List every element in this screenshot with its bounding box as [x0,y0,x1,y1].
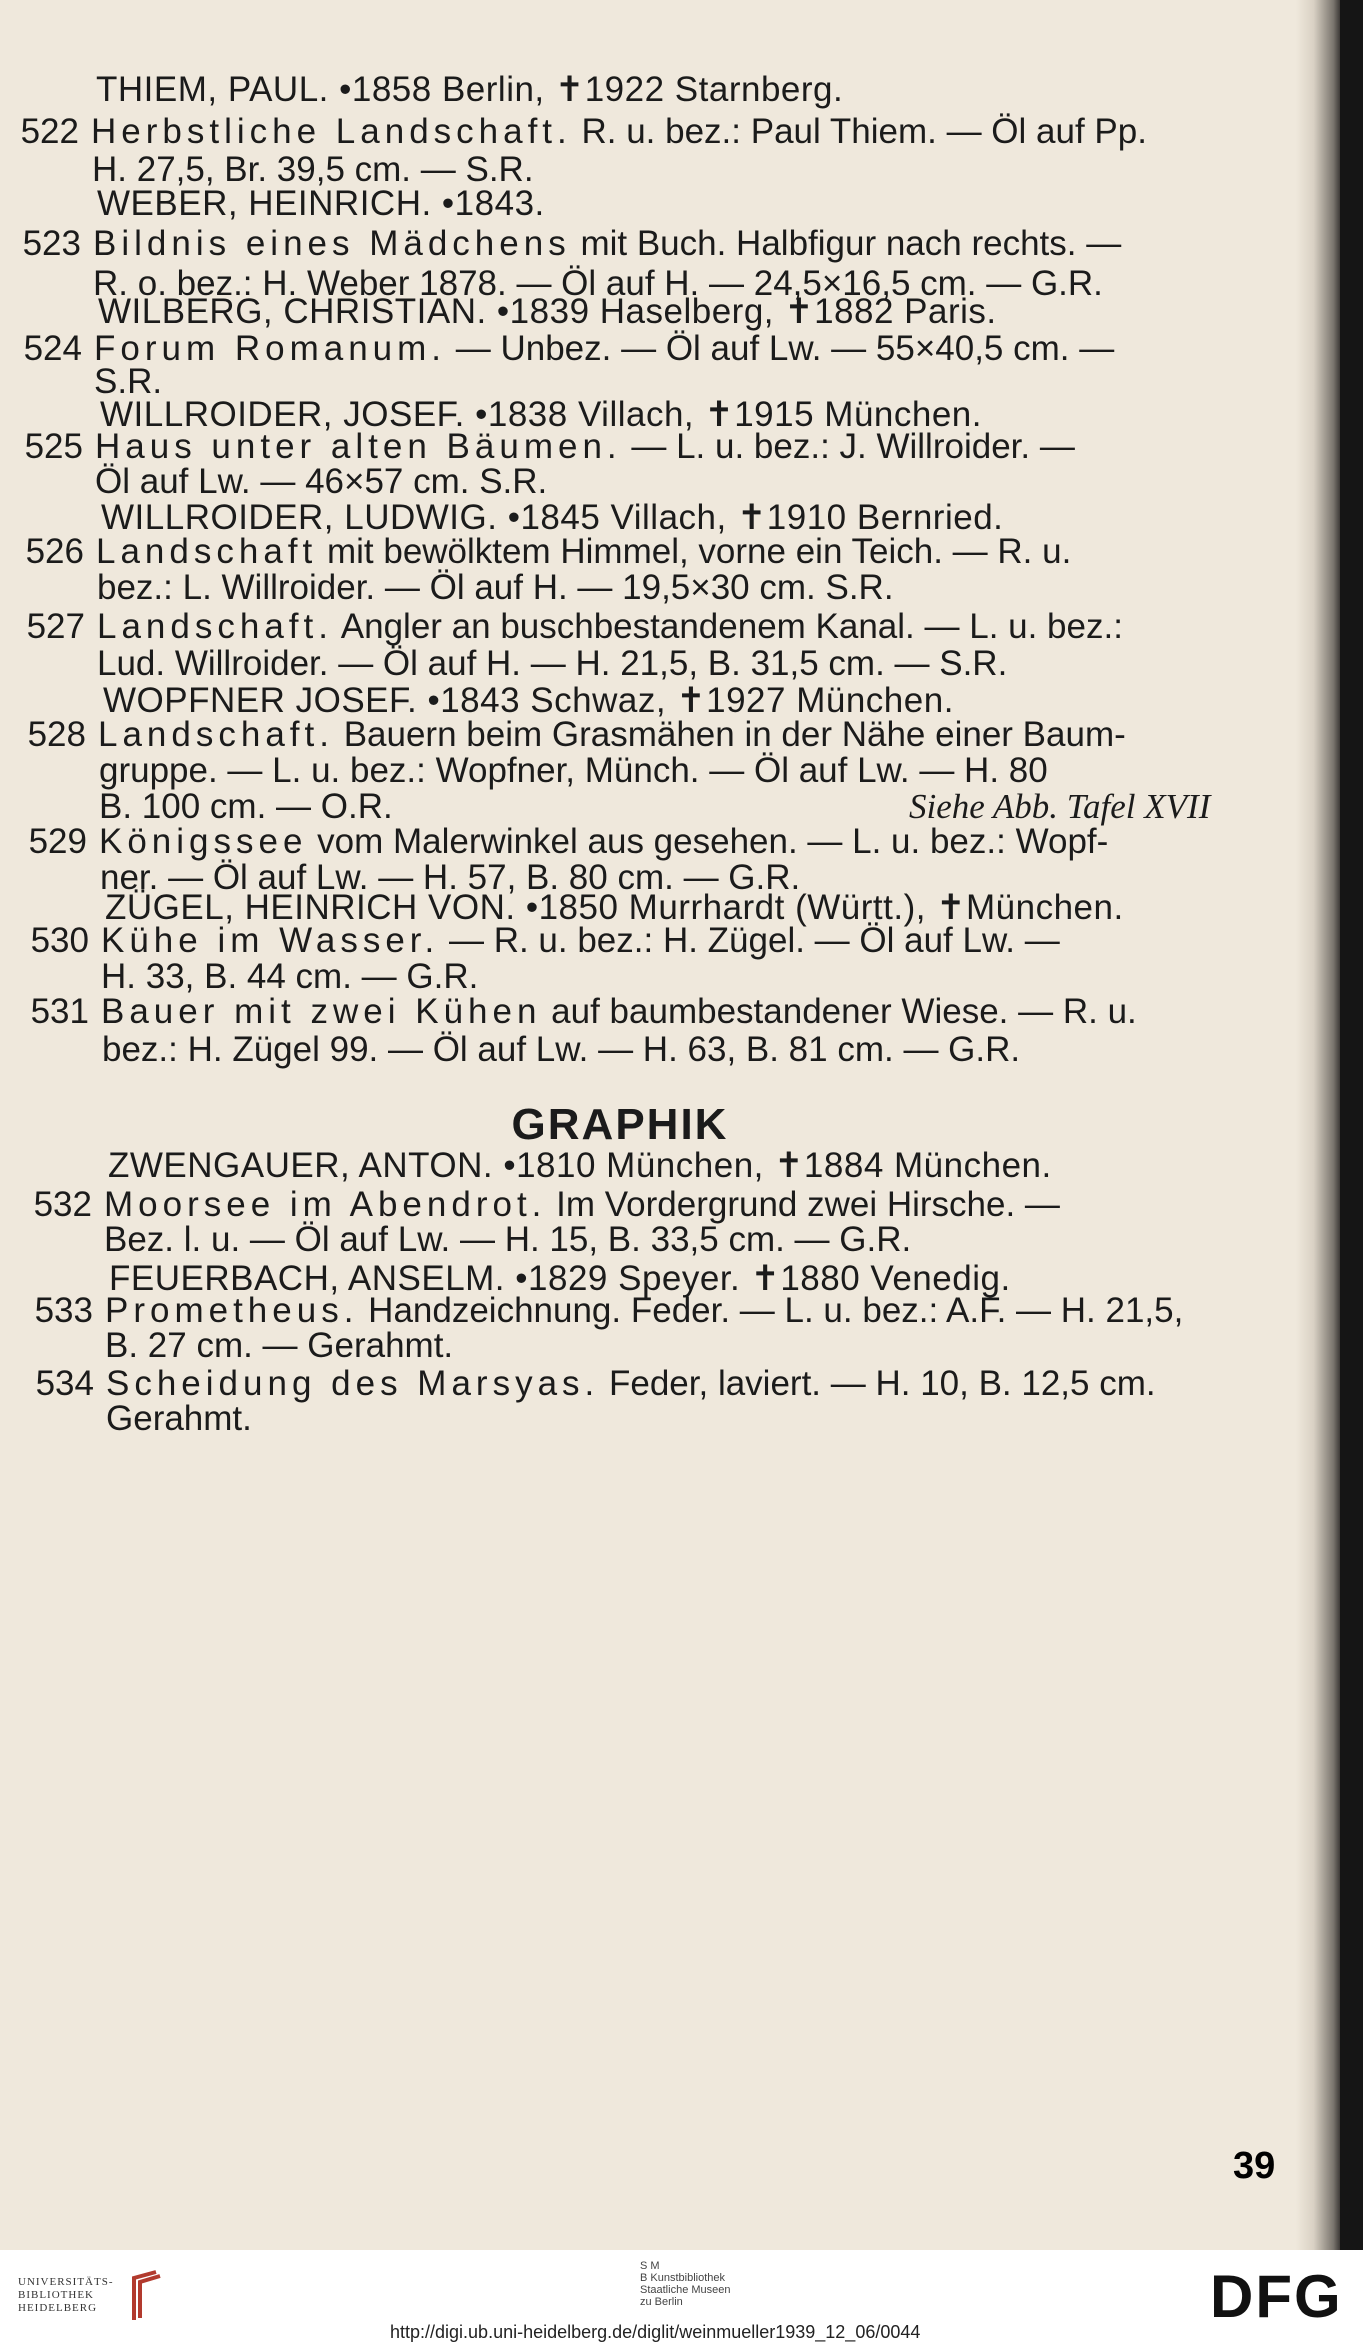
lot-description-continued: H. 33, B. 44 cm. — G.R. [101,957,479,996]
lot-description [93,222,1121,266]
lot-title: Königssee [99,822,308,861]
lot-title: Landschaft. [98,715,334,754]
lot-description-continued: bez.: L. Willroider. — Öl auf H. — 19,5×30 cm. S.R. [97,568,894,607]
lot-number: 532 [33,1185,92,1224]
artist-heading: WILBERG, CHRISTIAN. •1839 Haselberg, ✝1882 Paris. [98,292,997,331]
lot-number: 533 [34,1291,93,1330]
provenance-line-3: Staatliche Museen [640,2284,731,2296]
lot-number: 524 [23,329,82,368]
lot-details: — Unbez. — Öl auf Lw. — 55×40,5 cm. — [446,329,1115,368]
lot-details: Im Vordergrund zwei Hirsche. — [546,1185,1060,1224]
provenance-line-4: zu Berlin [640,2296,683,2308]
lot-description [106,1362,1156,1406]
lot-description-continued: gruppe. — L. u. bez.: Wopfner, Münch. — Öl auf Lw. — H. 80 [99,751,1048,790]
lot-details: Bauern beim Grasmähen in der Nähe einer Baum- [333,715,1126,754]
dfg-logo[interactable]: DFG [1210,2263,1343,2330]
artist-heading: WEBER, HEINRICH. •1843. [97,184,545,223]
lot-description-continued: S.R. [94,362,163,401]
artist-heading: WOPFNER JOSEF. •1843 Schwaz, ✝1927 München. [103,681,954,720]
artist-heading: WILLROIDER, LUDWIG. •1845 Villach, ✝1910 Bernried. [101,498,1004,537]
lot-details: auf baumbestandener Wiese. — R. u. [541,992,1137,1031]
lot-title: Landschaft [96,532,318,571]
lot-description-continued: B. 100 cm. — O.R. [99,787,393,826]
scan-edge [1340,0,1363,2250]
provenance-line-1: S M [640,2260,660,2272]
lot-number: 534 [35,1364,94,1403]
book-spine-shadow [1296,0,1340,2250]
artist-heading: ZÜGEL, HEINRICH VON. •1850 Murrhardt (Württ.), ✝München. [105,888,1124,927]
lot-description-continued: R. o. bez.: H. Weber 1878. — Öl auf H. — 24,5×16,5 cm. — G.R. [93,264,1103,303]
lot-details: — R. u. bez.: H. Zügel. — Öl auf Lw. — [439,921,1060,960]
provenance-stamp [640,2260,731,2308]
section-heading-graphik: GRAPHIK [511,1100,729,1149]
lot-number: 528 [27,715,86,754]
viewer-footer [0,2250,1363,2350]
page-url[interactable]: http://digi.ub.uni-heidelberg.de/diglit/weinmueller1939_12_06/0044 [390,2322,921,2342]
lot-details: Angler an buschbestandenem Kanal. — L. u. bez.: [332,607,1123,646]
lot-number: 527 [26,607,85,646]
lot-title: Forum Romanum. [94,329,447,368]
lot-number: 529 [28,822,87,861]
artist-heading: THIEM, PAUL. •1858 Berlin, ✝1922 Starnberg. [96,70,844,109]
lot-number: 531 [30,992,89,1031]
lot-number: 525 [24,427,83,466]
provenance-line-2: B Kunstbibliothek [640,2272,725,2284]
lot-description [94,327,1114,371]
plate-reference: Siehe Abb. Tafel XVII [909,787,1211,826]
lot-title: Bildnis eines Mädchens [93,224,571,263]
lot-details: R. u. bez.: Paul Thiem. — Öl auf Pp. [571,112,1147,151]
heidelberg-library-logo[interactable] [18,2268,178,2328]
lot-title: Scheidung des Marsyas. [106,1364,600,1403]
lot-description-continued: bez.: H. Zügel 99. — Öl auf Lw. — H. 63, B. 81 cm. — G.R. [102,1030,1021,1069]
lot-description-continued: Gerahmt. [106,1399,252,1438]
lot-number: 523 [22,224,81,263]
lot-details: mit bewölktem Himmel, vorne ein Teich. — R. u. [317,532,1072,571]
lot-title: Haus unter alten Bäumen. [95,427,622,466]
artist-heading: WILLROIDER, JOSEF. •1838 Villach, ✝1915 München. [100,395,982,434]
logo-line-2: BIBLIOTHEK [18,2289,94,2301]
lot-number: 526 [25,532,84,571]
artist-heading: ZWENGAUER, ANTON. •1810 München, ✝1884 München. [108,1146,1052,1185]
lot-title: Bauer mit zwei Kühen [101,992,542,1031]
lot-details: Handzeichnung. Feder. — L. u. bez.: A.F. — H. 21,5, [358,1291,1184,1330]
lot-title: Prometheus. [105,1291,359,1330]
lot-details: mit Buch. Halbfigur nach rechts. — [570,224,1122,263]
lot-description-continued: Bez. l. u. — Öl auf Lw. — H. 15, B. 33,5 cm. — G.R. [104,1220,912,1259]
lot-details: — L. u. bez.: J. Willroider. — [621,427,1075,466]
lot-description-continued: Öl auf Lw. — 46×57 cm. S.R. [95,462,548,501]
lot-number: 522 [20,112,79,151]
lot-title: Kühe im Wasser. [101,921,440,960]
page-number: 39 [1233,2145,1276,2187]
lot-description-continued: B. 27 cm. — Gerahmt. [105,1326,454,1365]
lot-details: Feder, laviert. — H. 10, B. 12,5 cm. [599,1364,1156,1403]
lot-description-continued: H. 27,5, Br. 39,5 cm. — S.R. [92,150,534,189]
logo-line-1: UNIVERSITÄTS- [18,2276,114,2288]
lot-details: vom Malerwinkel aus gesehen. — L. u. bez.: Wopf- [307,822,1109,861]
lot-title: Landschaft. [97,607,333,646]
lot-number: 530 [30,921,89,960]
lot-title: Herbstliche Landschaft. [91,112,572,151]
logo-line-3: HEIDELBERG [18,2302,98,2314]
library-emblem-icon [126,2268,166,2324]
lot-title: Moorsee im Abendrot. [104,1185,547,1224]
artist-heading: FEUERBACH, ANSELM. •1829 Speyer. ✝1880 Venedig. [109,1259,1011,1298]
lot-description-continued: Lud. Willroider. — Öl auf H. — H. 21,5, B. 31,5 cm. — S.R. [97,644,1008,683]
lot-description-continued: ner. — Öl auf Lw. — H. 57, B. 80 cm. — G.R. [100,858,801,897]
